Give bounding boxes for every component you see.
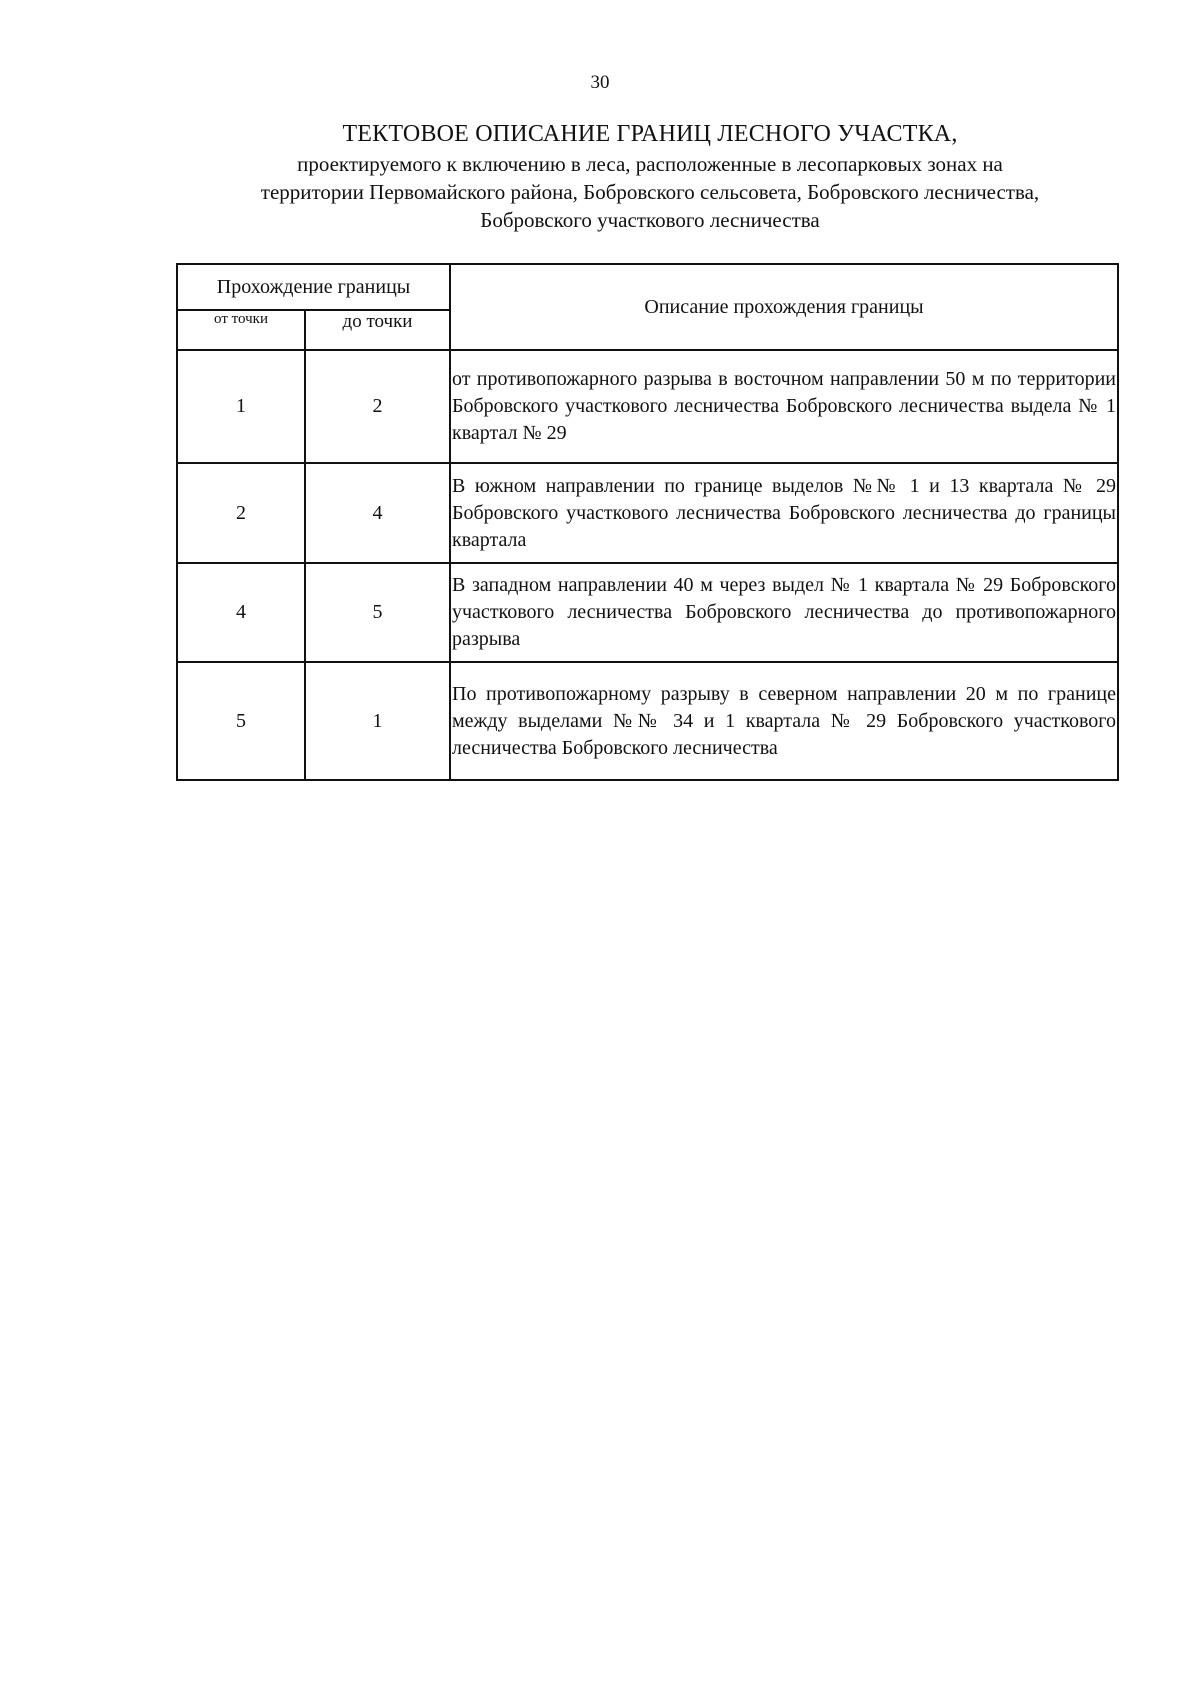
description-cell: от противопожарного разрыва в восточном направлении 50 м по территории Бобровского участкового лесничества Бобровского лесничества выдела № 1 квартал № 29	[450, 350, 1118, 463]
title-line-2: проектируемого к включению в леса, расположенные в лесопарковых зонах на	[297, 152, 1003, 176]
table-header-row	[177, 264, 1118, 310]
document-title	[170, 118, 1130, 234]
boundary-table	[176, 263, 1119, 781]
page-number: 30	[590, 72, 610, 93]
to-point-cell: 2	[305, 350, 450, 463]
from-point-cell: 2	[177, 463, 305, 563]
header-boundary-description: Описание прохождения границы	[450, 264, 1118, 350]
from-point-cell: 5	[177, 662, 305, 780]
title-line-1: ТЕКТОВОЕ ОПИСАНИЕ ГРАНИЦ ЛЕСНОГО УЧАСТКА,	[342, 121, 958, 147]
to-point-cell: 5	[305, 563, 450, 662]
table-row	[177, 350, 1118, 463]
table-row	[177, 662, 1118, 780]
to-point-cell: 1	[305, 662, 450, 780]
description-cell: В южном направлении по границе выделов №№ 1 и 13 квартала № 29 Бобровского участкового лесничества Бобровского лесничества до границы квартала	[450, 463, 1118, 563]
to-point-cell: 4	[305, 463, 450, 563]
title-line-3: территории Первомайского района, Бобровского сельсовета, Бобровского лесничества,	[260, 180, 1040, 204]
from-point-cell: 1	[177, 350, 305, 463]
table-row	[177, 463, 1118, 563]
title-line-4: Бобровского участкового лесничества	[480, 208, 820, 232]
header-boundary-passage: Прохождение границы	[177, 264, 450, 310]
header-to-point: до точки	[305, 310, 450, 350]
description-cell: По противопожарному разрыву в северном направлении 20 м по границе между выделами №№ 34 и 1 квартала № 29 Бобровского участкового лесничества Бобровского лесничества	[450, 662, 1118, 780]
header-from-point: от точки	[177, 310, 305, 350]
from-point-cell: 4	[177, 563, 305, 662]
table-row	[177, 563, 1118, 662]
description-cell: В западном направлении 40 м через выдел № 1 квартала № 29 Бобровского участкового лесничества Бобровского лесничества до противопожарного разрыва	[450, 563, 1118, 662]
